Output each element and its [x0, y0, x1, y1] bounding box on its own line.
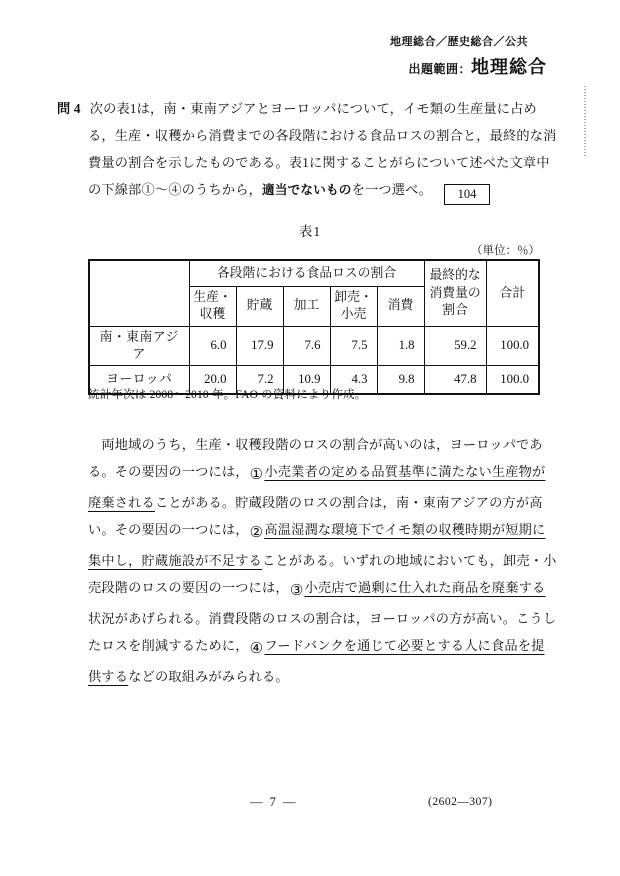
exam-range [390, 53, 547, 79]
underlined-option-2: 高温湿潤な環境下でイモ類の収穫時期が短期に [264, 522, 546, 537]
table-cell: 6.0 [189, 326, 236, 366]
passage-line [88, 605, 557, 632]
table-row [89, 326, 539, 366]
table-final-header: 最終的な消費量の割合 [424, 260, 486, 326]
table-cell: 100.0 [486, 326, 539, 366]
stage-header: 卸売・小売 [330, 286, 377, 326]
table-cell: 10.9 [283, 366, 330, 394]
question-line [88, 122, 557, 149]
question-line [88, 176, 540, 205]
question-text: を一つ選べ。 [351, 182, 432, 197]
table-cell: 9.8 [377, 366, 424, 394]
passage-line [88, 632, 543, 663]
question-line [57, 95, 540, 122]
passage-text: ことがある。貯蔵段階のロスの割合は，南・東南アジアの方が高 [154, 495, 543, 510]
table-corner-cell [89, 260, 189, 326]
underlined-option-4: フードバンクを通じて必要とする人に食品を提 [264, 638, 545, 653]
answer-number-box: 104 [444, 184, 490, 205]
underlined-option-2: 集中し，貯蔵施設が不足する [88, 553, 263, 568]
passage-line [88, 489, 543, 516]
passage-text: ことがある。いずれの地域においても，卸売・小 [262, 553, 557, 568]
table-cell: 7.2 [236, 366, 283, 394]
passage-text: たロスを削減するために， [88, 638, 249, 653]
table-cell: 17.9 [236, 326, 283, 366]
question-text: る，生産・収穫から消費までの各段階における食品ロスの割合と，最終的な消 [88, 128, 557, 143]
passage-line [88, 663, 543, 690]
stage-header: 消費 [377, 286, 424, 326]
circled-number-1: ① [249, 467, 264, 483]
table-cell: 1.8 [377, 326, 424, 366]
exam-range-label: 出題範囲： [408, 62, 471, 76]
document-code: (2602—307) [428, 796, 493, 808]
passage-text: などの取組みがみられる。 [128, 669, 289, 684]
table-cell: 47.8 [424, 366, 486, 394]
table-cell: 4.3 [330, 366, 377, 394]
exam-range-value: 地理総合 [471, 57, 547, 77]
region-label: ヨーロッパ [89, 366, 189, 394]
passage-text: 状況があげられる。消費段階のロスの割合は，ヨーロッパの方が高い。こうし [88, 611, 557, 626]
stage-header: 貯蔵 [236, 286, 283, 326]
table-total-header: 合計 [486, 260, 539, 326]
question-block [57, 95, 557, 205]
table-header-row [89, 260, 539, 286]
passage-text: い。その要因の一つには， [88, 522, 249, 537]
page-number: — 7 — [250, 795, 298, 809]
circled-number-2: ② [249, 525, 264, 541]
question-emphasis: 適当でないもの [262, 183, 352, 197]
food-loss-table [88, 259, 540, 395]
stage-header: 生産・収穫 [189, 286, 236, 326]
underlined-option-3: 小売店で過剰に仕入れた商品を廃棄する [304, 580, 546, 595]
passage-block [88, 431, 557, 690]
circled-number-4: ④ [249, 641, 264, 657]
passage-text: る。その要因の一つには， [88, 464, 249, 479]
passage-line [88, 547, 557, 574]
question-text: 次の表1は，南・東南アジアとヨーロッパについて，イモ類の生産量に占め [89, 101, 537, 116]
stage-header: 加工 [283, 286, 330, 326]
table-cell: 59.2 [424, 326, 486, 366]
subject-list: 地理総合／歴史総合／公共 [390, 36, 528, 48]
passage-line [88, 458, 546, 489]
table-cell: 7.6 [283, 326, 330, 366]
circled-number-3: ③ [289, 583, 304, 599]
passage-line [88, 516, 546, 547]
table-title: 表1 [298, 224, 322, 239]
table-unit-note: （単位：％） [471, 245, 540, 257]
passage-text: 両地域のうち，生産・収穫段階のロスの割合が高いのは，ヨーロッパであ [88, 437, 543, 452]
passage-line [88, 574, 546, 605]
table-cell: 100.0 [486, 366, 539, 394]
passage-line [88, 431, 543, 458]
question-text: 費量の割合を示したものである。表1に関することがらについて述べた文章中 [88, 155, 550, 170]
table-cell: 7.5 [330, 326, 377, 366]
passage-text: 売段階のロスの要因の一つには， [88, 580, 289, 595]
question-number: 問 4 [57, 101, 81, 116]
question-line [88, 149, 550, 176]
table-source-note: 統計年次は 2008～2010 年。FAO の資料により作成。 [88, 389, 367, 401]
region-label: 南・東南アジア [89, 326, 189, 366]
edge-print-artifact [584, 86, 586, 156]
underlined-option-4: 供する [88, 669, 129, 684]
table-cell: 20.0 [189, 366, 236, 394]
question-text: の下線部①～④のうちから， [88, 182, 263, 197]
underlined-option-1: 小売業者の定める品質基準に満たない生産物が [264, 464, 546, 479]
table-group-header: 各段階における食品ロスの割合 [189, 260, 424, 286]
underlined-option-1: 廃棄される [88, 495, 155, 510]
page-header [390, 33, 547, 79]
